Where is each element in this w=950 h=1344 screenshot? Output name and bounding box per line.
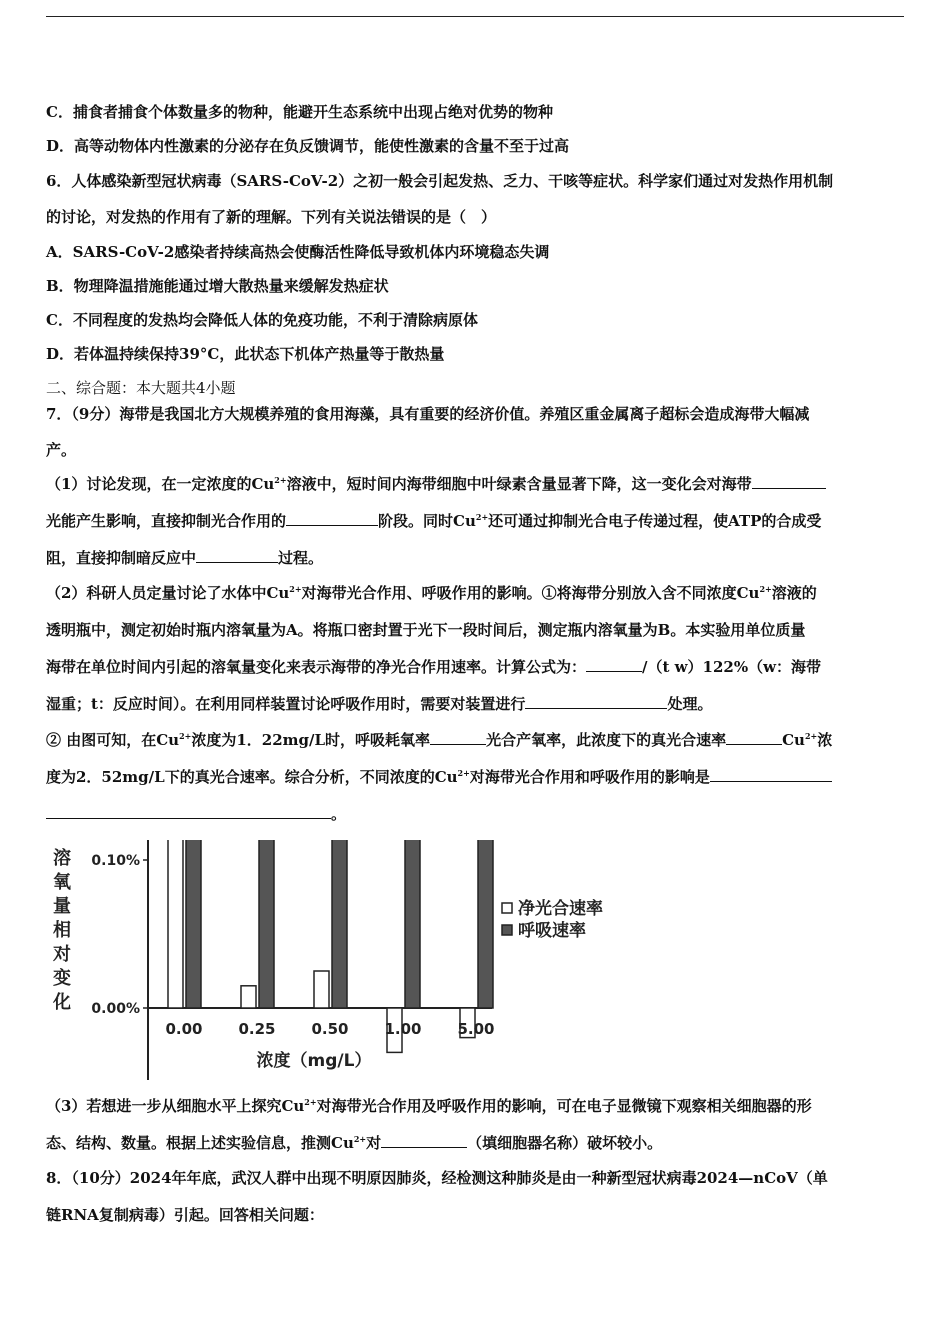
bar-respiration (186, 840, 201, 1008)
option-c-prev: C．捕食者捕食个体数量多的物种，能避开生态系统中出现占绝对优势的物种 (46, 103, 553, 121)
option-c: C．不同程度的发热均会降低人体的免疫功能，不利于清除病原体 (46, 311, 478, 329)
q7-part2-line2: 透明瓶中，测定初始时瓶内溶氧量为A。将瓶口密封置于光下一段时间后，测定瓶内溶氧量为B。本实验用单位质量 (46, 621, 806, 639)
answer-blank[interactable] (286, 511, 378, 526)
q7-part1-line1: （1）讨论发现，在一定浓度的$Cu^{2+}$溶液中，短时间内海带细胞中叶绿素含量显著下降，这一变化会对海带 (46, 474, 826, 494)
section-heading: 二、综合题：本大题共4小题 (46, 379, 236, 397)
answer-blank[interactable] (430, 730, 486, 745)
bar-net-photosynthesis (168, 840, 183, 1008)
option-d-prev: D．高等动物体内性激素的分泌存在负反馈调节，能使性激素的含量不至于过高 (46, 137, 570, 155)
option-a: A．SARS-CoV-2感染者持续高热会使酶活性降低导致机体内环境稳态失调 (46, 243, 550, 261)
answer-blank[interactable] (586, 657, 642, 672)
q7-part3-line2: 态、结构、数量。根据上述实验信息，推测$Cu^{2+}$对 （填细胞器名称）破坏较小。 (46, 1134, 663, 1152)
y-axis-label-char: 对 (53, 944, 71, 965)
x-tick-label: 0.25 (238, 1020, 276, 1038)
question-6-stem-cont: 的讨论，对发热的作用有了新的理解。下列有关说法错误的是（ ） (46, 208, 497, 226)
answer-blank[interactable] (525, 694, 667, 709)
question-8-stem-cont: 链RNA复制病毒）引起。回答相关问题： (46, 1206, 324, 1224)
option-d: D．若体温持续保持39°C，此状态下机体产热量等于散热量 (46, 345, 445, 363)
legend-label: 净光合速率 (518, 899, 603, 919)
q7-part2-line5: ② 由图可知，在$Cu^{2+}$浓度为1．22mg/L时，呼吸耗氧率 光合产氧率，此浓度下的真光合速率 $Cu^{2+}$浓 (46, 731, 833, 749)
y-axis-label-char: 化 (53, 992, 71, 1013)
legend-label: 呼吸速率 (518, 921, 586, 941)
q7-part3-line1: （3）若想进一步从细胞水平上探究$Cu^{2+}$对海带光合作用及呼吸作用的影响，可在电子显微镜下观察相关细胞器的形 (46, 1097, 812, 1115)
bar-net-photosynthesis (314, 971, 329, 1008)
q7-part2-line7: 。 (46, 804, 346, 824)
x-tick-label: 5.00 (457, 1020, 495, 1038)
answer-blank[interactable] (726, 730, 782, 745)
x-tick-label: 0.00 (165, 1020, 203, 1038)
answer-blank[interactable] (46, 804, 331, 819)
q7-part2-line6: 度为2．52mg/L下的真光合速率。综合分析，不同浓度的$Cu^{2+}$对海带光合作用和呼吸作用的影响是 (46, 767, 832, 787)
y-axis-label-char: 变 (53, 968, 71, 989)
y-axis-label-char: 溶 (53, 848, 71, 869)
y-axis-label (52, 847, 72, 1013)
answer-blank[interactable] (710, 767, 832, 782)
y-tick-label: 0.00% (91, 1001, 140, 1017)
x-tick-label: 0.50 (311, 1020, 349, 1038)
bar-net-photosynthesis (241, 986, 256, 1008)
x-axis-label: 浓度（mg/L） (256, 1051, 372, 1071)
option-b: B．物理降温措施能通过增大散热量来缓解发热症状 (46, 277, 389, 295)
q7-part2-line4: 湿重；t：反应时间）。在利用同样装置讨论呼吸作用时，需要对装置进行 处理。 (46, 695, 713, 713)
y-axis-label-char: 相 (53, 920, 71, 941)
question-6-stem: 6．人体感染新型冠状病毒（SARS-CoV-2）之初一般会引起发热、乏力、干咳等症状。科学家们通过对发热作用机制 (46, 172, 834, 190)
legend-swatch (502, 925, 512, 935)
bar-respiration (478, 840, 493, 1008)
question-8-stem: 8．（10分）2024年年底，武汉人群中出现不明原因肺炎，经检测这种肺炎是由一种新型冠状病毒2024—nCoV（单 (46, 1169, 828, 1187)
answer-blank[interactable] (196, 548, 278, 563)
q7-part1-line2: 光能产生影响，直接抑制光合作用的 阶段。同时$Cu^{2+}$还可通过抑制光合电子传递过程，使ATP的合成受 (46, 512, 822, 530)
y-axis-label-char: 量 (53, 896, 71, 917)
question-7-stem: 7．（9分）海带是我国北方大规模养殖的食用海藻，具有重要的经济价值。养殖区重金属离子超标会造成海带大幅减 (46, 405, 810, 423)
q7-part2-line1: （2）科研人员定量讨论了水体中$Cu^{2+}$对海带光合作用、呼吸作用的影响。①将海带分别放入含不同浓度$Cu^{2+}$溶液的 (46, 584, 817, 602)
answer-blank[interactable] (381, 1133, 467, 1148)
bar-respiration (332, 840, 347, 1008)
y-axis-label-char: 氧 (53, 872, 71, 893)
y-tick-label: 0.10% (91, 853, 140, 869)
bar-respiration (405, 840, 420, 1008)
q7-part1-line3: 阻，直接抑制暗反应中 过程。 (46, 549, 324, 567)
tick-labels (86, 840, 495, 1080)
bar-respiration (259, 840, 274, 1008)
header-rule (46, 16, 904, 17)
legend (502, 898, 603, 941)
bar-chart (44, 840, 644, 1080)
legend-swatch (502, 903, 512, 913)
question-7-stem-cont: 产。 (46, 441, 77, 459)
x-tick-label: 1.00 (384, 1020, 422, 1038)
answer-blank[interactable] (752, 474, 826, 489)
q7-part2-line3: 海带在单位时间内引起的溶氧量变化来表示海带的净光合作用速率。计算公式为： /（t w）122%（w：海带 (46, 658, 822, 676)
